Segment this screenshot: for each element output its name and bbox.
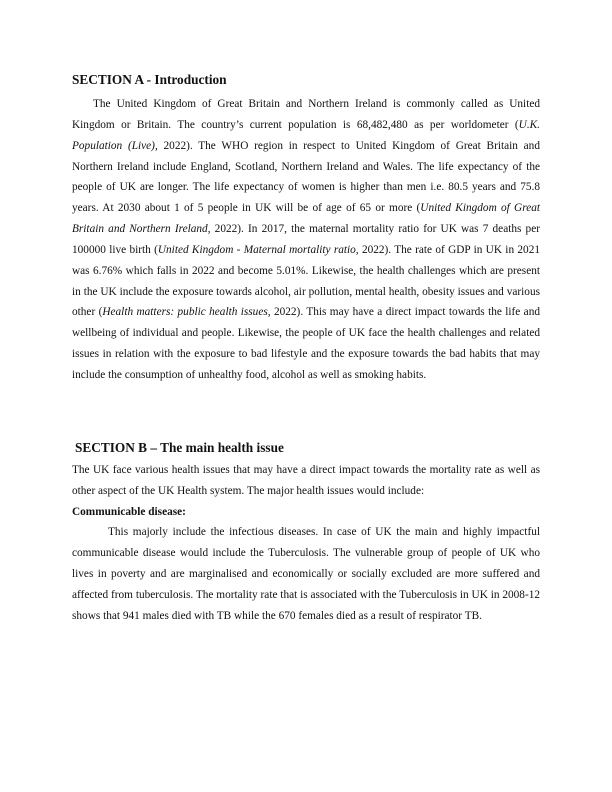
intro-text-1: The United Kingdom of Great Britain and Northern Ireland is commonly called as United Kingdom or Britain. The country’s current population is 68,482,480 as per worldometer (	[72, 98, 540, 131]
citation-uk-population: U.K. Population (Live),	[72, 118, 540, 152]
section-b-heading: SECTION B – The main health issue	[75, 439, 284, 455]
citation-maternal-mortality: United Kingdom - Maternal mortality ratio,	[157, 243, 359, 256]
intro-text-2: 2022). The WHO region in respect to United Kingdom of Great Britain and Northern Ireland include England, Scotland, Northern Ireland and Wales. The life expectancy of the people of UK are longer. The life expectancy of women is higher than men i.e. 80.5 years and 75.8 years. At 2030 about 1 of 5 people in UK will be of age of 65 or more (	[72, 139, 540, 215]
intro-text-3: , 2022). In 2017, the maternal mortality ratio for UK was 7 deaths per 100000 live birth (	[72, 223, 540, 256]
page-content	[72, 70, 540, 627]
communicable-disease-paragraph: This majorly include the infectious diseases. In case of UK the main and highly impactful communicable disease would include the Tuberculosis. The vulnerable group of people of UK who lives in poverty and are marginalised and economically or socially excluded are more suffered and affected from tuberculosis. The mortality rate that is associated with the Tuberculosis in UK in 2008-12 shows that 941 males died with TB while the 670 females died as a result of respirator TB.	[72, 526, 540, 622]
communicable-disease-subheading: Communicable disease:	[72, 505, 186, 518]
citation-uk-great-britain: United Kingdom of Great Britain and Northern Ireland	[72, 202, 540, 236]
intro-text-5: 2022). This may have a direct impact towards the life and wellbeing of individual and people. Likewise, the people of UK face the health challenges and related issues in relation with the exposure to bad lifestyle and the exposure towards the bad habits that may include the consumption of unhealthy food, alcohol as well as smoking habits.	[72, 306, 540, 381]
section-a-heading: SECTION A - Introduction	[72, 72, 227, 87]
intro-text-4: 2022). The rate of GDP in UK in 2021 was 6.76% which falls in 2022 and become 5.01%. Likewise, the health challenges which are present in the UK include the exposure towards alcohol, air pollution, mental health, obesity issues and various other (	[72, 243, 540, 319]
section-b-intro-paragraph: The UK face various health issues that may have a direct impact towards the mortality rate as well as other aspect of the UK Health system. The major health issues would include:	[72, 463, 540, 497]
citation-health-matters: Health matters: public health issues,	[102, 306, 271, 319]
introduction-paragraph	[72, 94, 540, 386]
